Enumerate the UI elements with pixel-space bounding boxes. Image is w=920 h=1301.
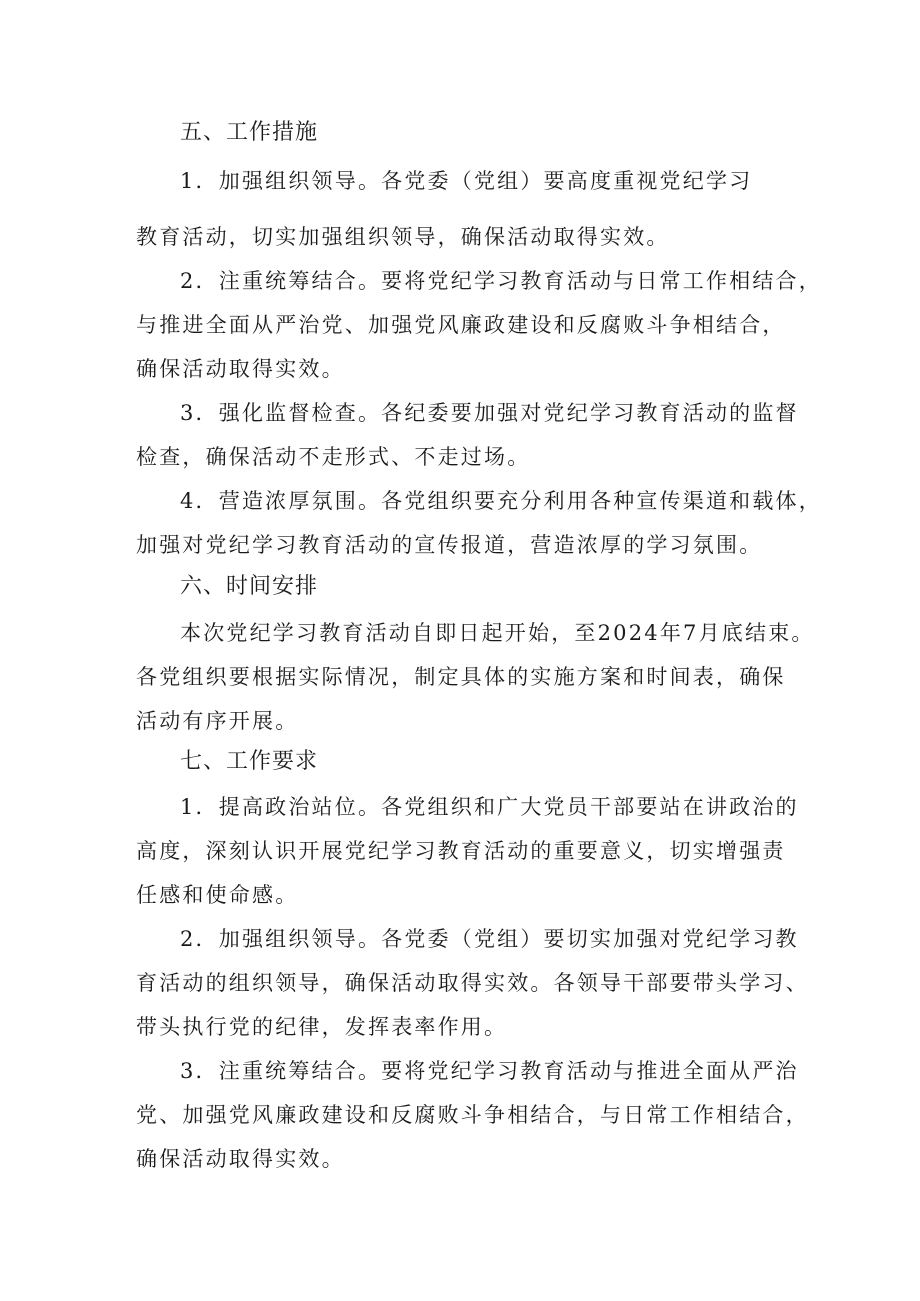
paragraph-line: 活动有序开展。 <box>136 709 299 733</box>
paragraph-line: 本次党纪学习教育活动自即日起开始，至2024年7月底结束。 <box>180 621 815 645</box>
paragraph-line: 2．加强组织领导。各党委（党组）要切实加强对党纪学习教 <box>180 927 799 951</box>
paragraph-line: 教育活动，切实加强组织领导，确保活动取得实效。 <box>136 225 670 249</box>
paragraph-line: 育活动的组织领导，确保活动取得实效。各领导干部要带头学习、 <box>136 971 809 995</box>
paragraph-line: 2．注重统筹结合。要将党纪学习教育活动与日常工作相结合， <box>180 269 822 293</box>
paragraph-line: 检查，确保活动不走形式、不走过场。 <box>136 445 531 469</box>
paragraph-line: 党、加强党风廉政建设和反腐败斗争相结合，与日常工作相结合， <box>136 1103 809 1127</box>
paragraph-line: 3．强化监督检查。各纪委要加强对党纪学习教育活动的监督 <box>180 401 799 425</box>
paragraph-line: 4．营造浓厚氛围。各党组织要充分利用各种宣传渠道和载体， <box>180 489 822 513</box>
section-heading-schedule: 六、时间安排 <box>180 574 319 599</box>
paragraph-line: 3．注重统筹结合。要将党纪学习教育活动与推进全面从严治 <box>180 1059 799 1083</box>
paragraph-line: 加强对党纪学习教育活动的宣传报道，营造浓厚的学习氛围。 <box>136 533 763 557</box>
paragraph-line: 与推进全面从严治党、加强党风廉政建设和反腐败斗争相结合， <box>136 313 786 337</box>
paragraph-line: 任感和使命感。 <box>136 883 299 907</box>
section-heading-work-measures: 五、工作措施 <box>180 120 319 145</box>
paragraph-line: 各党组织要根据实际情况，制定具体的实施方案和时间表，确保 <box>136 665 786 689</box>
paragraph-line: 高度，深刻认识开展党纪学习教育活动的重要意义，切实增强责 <box>136 839 786 863</box>
paragraph-line: 1．加强组织领导。各党委（党组）要高度重视党纪学习 <box>180 169 753 193</box>
paragraph-line: 带头执行党的纪律，发挥表率作用。 <box>136 1015 508 1039</box>
paragraph-line: 1．提高政治站位。各党组织和广大党员干部要站在讲政治的 <box>180 795 799 819</box>
section-heading-work-requirements: 七、工作要求 <box>180 749 319 774</box>
paragraph-line: 确保活动取得实效。 <box>136 357 345 381</box>
paragraph-line: 确保活动取得实效。 <box>136 1147 345 1171</box>
